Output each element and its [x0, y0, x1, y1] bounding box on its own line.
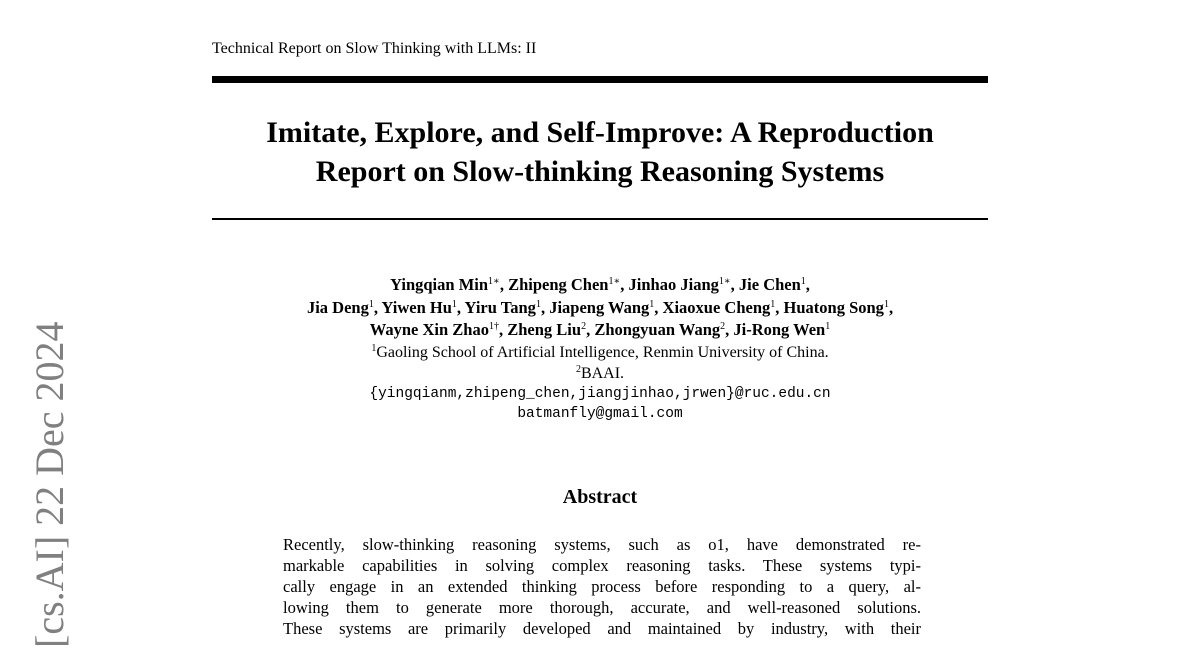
author-line-3: Wayne Xin Zhao$^{1\dagger}$, Zheng Liu$^2$, Zhongyuan Wang$^2$, Ji-Rong Wen$^1$	[369, 320, 831, 339]
affiliation-mark: 1	[371, 342, 377, 354]
author-affil-mark: 1	[825, 321, 831, 332]
author-name: Zheng Liu	[507, 320, 582, 339]
author-name: Ji-Rong Wen	[733, 320, 826, 339]
author-name: Zhongyuan Wang	[594, 320, 721, 339]
author-name: Jie Chen	[738, 275, 801, 294]
paper-title	[212, 113, 988, 191]
author-name: Wayne Xin Zhao	[369, 320, 489, 339]
author-affil-mark: 1	[770, 298, 776, 310]
author-affil-mark: 1	[649, 298, 655, 310]
author-affil-mark: 2	[720, 321, 726, 332]
affiliation-text: Gaoling School of Artificial Intelligence, Renmin University of China.	[376, 343, 829, 361]
author-affil-mark: 1	[368, 298, 374, 310]
author-affil-mark: 1∗	[488, 276, 500, 287]
email-line-1: {yingqianm,zhipeng_chen,jiangjinhao,jrwen}@ruc.edu.cn	[369, 385, 831, 402]
author-name: Huatong Song	[783, 297, 884, 317]
author-name: Yiwen Hu	[381, 297, 452, 317]
title-bottom-rule	[212, 218, 988, 220]
author-affil-mark: 1†	[488, 321, 499, 332]
abstract-line: cally engage in an extended thinking process before responding to a query, al-	[283, 577, 921, 596]
author-name: Yingqian Min	[390, 275, 489, 294]
affiliation-text: BAAI.	[580, 364, 625, 382]
author-name: Zhipeng Chen	[508, 275, 609, 294]
author-name: Yiru Tang	[464, 297, 536, 317]
author-affil-mark: 1	[451, 298, 457, 310]
affiliation-2	[180, 363, 1020, 384]
arxiv-stamp: [cs.AI] 22 Dec 2024	[27, 321, 72, 648]
top-thick-rule	[212, 76, 988, 83]
abstract-heading: Abstract	[562, 486, 638, 508]
author-affil-mark: 1	[883, 298, 889, 310]
abstract-body	[283, 534, 921, 639]
author-name: Jiapeng Wang	[549, 297, 650, 317]
abstract-line: markable capabilities in solving complex reasoning tasks. These systems typi-	[283, 556, 921, 575]
author-affil-mark: 1∗	[608, 276, 621, 287]
author-affil-mark: 1∗	[718, 276, 731, 287]
running-head: Technical Report on Slow Thinking with LLMs: II	[212, 40, 537, 57]
affiliation-1	[180, 342, 1020, 363]
author-name: Jinhao Jiang	[628, 275, 719, 294]
affiliation-mark: 2	[575, 363, 581, 375]
abstract-line: Recently, slow-thinking reasoning systems, such as o1, have demonstrated re-	[283, 535, 921, 554]
email-line-2: batmanfly@gmail.com	[517, 405, 683, 422]
title-line-2: Report on Slow-thinking Reasoning Systems	[315, 155, 885, 188]
author-affil-mark: 1	[535, 298, 541, 310]
abstract-line: lowing them to generate more thorough, accurate, and well-reasoned solutions.	[283, 598, 921, 617]
author-line-1: Yingqian Min$^{1∗}$, Zhipeng Chen$^{1∗}$, Jinhao Jiang$^{1∗}$, Jie Chen$^1$,	[390, 275, 810, 294]
author-affil-mark: 2	[581, 321, 587, 332]
author-name: Jia Deng	[306, 297, 369, 317]
author-name: Xiaoxue Cheng	[662, 297, 771, 317]
abstract-line: These systems are primarily developed and maintained by industry, with their	[283, 619, 921, 638]
author-affil-mark: 1	[800, 276, 806, 287]
author-block	[180, 274, 1020, 424]
title-line-1: Imitate, Explore, and Self-Improve: A Reproduction	[266, 116, 934, 149]
author-line-2: Jia Deng$^1$, Yiwen Hu$^1$, Yiru Tang$^1$, Jiapeng Wang$^1$, Xiaoxue Cheng$^1$, Huatong Song$^1$,	[306, 297, 894, 317]
